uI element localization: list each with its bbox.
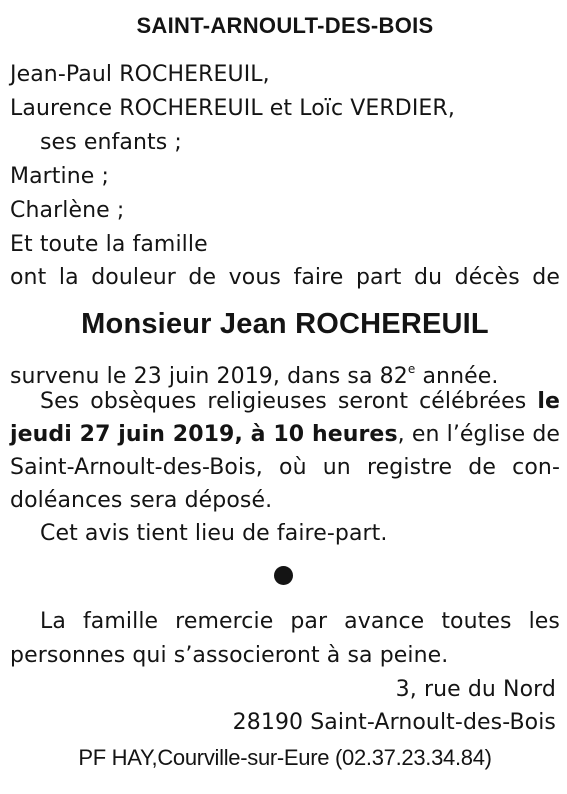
deceased-name: Monsieur Jean ROCHEREUIL xyxy=(81,308,489,340)
address-street: 3, rue du Nord xyxy=(395,677,556,702)
funeral-line xyxy=(10,421,560,449)
death-date-text: survenu le 23 juin 2019, dans sa 82 xyxy=(10,364,408,389)
notice-line: Cet avis tient lieu de faire-part. xyxy=(40,521,388,546)
funeral-line xyxy=(10,388,560,416)
funeral-date: jeudi 27 juin 2019, à 10 heures xyxy=(10,422,398,447)
family-line: Jean-Paul ROCHEREUIL, xyxy=(10,62,270,87)
funeral-bold: le xyxy=(537,389,560,414)
funeral-line: doléances sera déposé. xyxy=(10,488,273,513)
thanks-line: personnes qui s’associeront à sa peine. xyxy=(10,643,449,668)
family-line: ses enfants ; xyxy=(40,130,182,155)
funeral-line: Saint-Arnoult-des-Bois, où un registre de con- xyxy=(10,455,560,480)
family-line: Charlène ; xyxy=(10,198,125,223)
funeral-home: PF HAY,Courville-sur-Eure (02.37.23.34.84) xyxy=(78,745,492,770)
announcement-line: ont la douleur de vous faire part du décès de xyxy=(10,265,560,290)
death-year-text: année. xyxy=(415,364,499,389)
funeral-text: Ses obsèques religieuses seront célébrées xyxy=(40,389,538,414)
town-heading: SAINT-ARNOULT-DES-BOIS xyxy=(136,13,434,38)
family-line: Et toute la famille xyxy=(10,232,208,257)
ordinal-superscript: e xyxy=(407,362,416,376)
thanks-line: La famille remercie par avance toutes les xyxy=(40,609,560,634)
family-line: Laurence ROCHEREUIL et Loïc VERDIER, xyxy=(10,96,455,121)
death-line xyxy=(10,355,560,391)
funeral-text: , en l’église de xyxy=(397,422,561,447)
family-line: Martine ; xyxy=(10,164,110,189)
address-city: 28190 Saint-Arnoult-des-Bois xyxy=(232,710,556,735)
separator-bullet xyxy=(274,566,293,585)
